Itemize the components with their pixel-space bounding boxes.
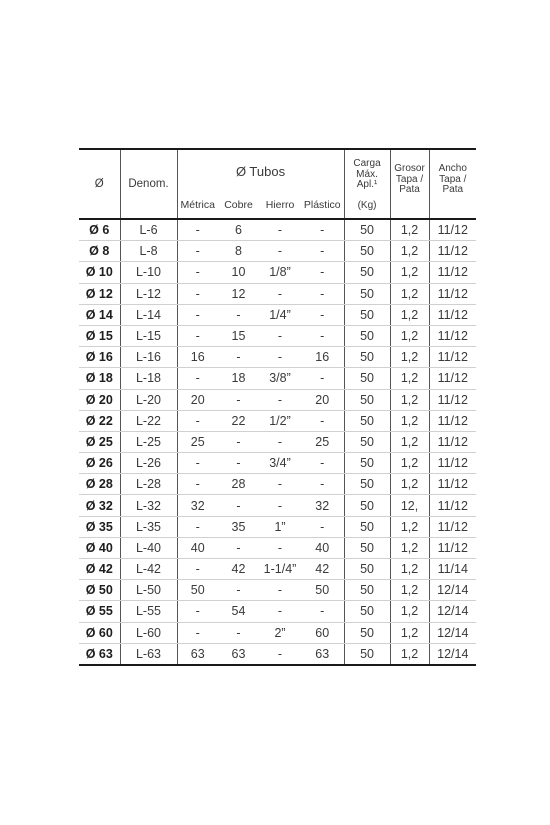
cell-plastico: 40 bbox=[301, 537, 344, 558]
cell-denom: L-10 bbox=[120, 262, 177, 283]
cell-metrica: 63 bbox=[177, 643, 218, 665]
cell-ancho: 11/12 bbox=[429, 283, 476, 304]
cell-ancho: 11/14 bbox=[429, 559, 476, 580]
cell-diameter: Ø 40 bbox=[79, 537, 120, 558]
table-row bbox=[79, 304, 476, 325]
cell-diameter: Ø 6 bbox=[79, 219, 120, 241]
cell-carga: 50 bbox=[344, 241, 390, 262]
cell-carga: 50 bbox=[344, 580, 390, 601]
cell-cobre: 8 bbox=[218, 241, 259, 262]
cell-grosor: 1,2 bbox=[390, 410, 429, 431]
cell-hierro: - bbox=[259, 431, 301, 452]
cell-hierro: - bbox=[259, 347, 301, 368]
cell-carga: 50 bbox=[344, 495, 390, 516]
cell-hierro: - bbox=[259, 325, 301, 346]
cell-ancho: 12/14 bbox=[429, 622, 476, 643]
cell-carga: 50 bbox=[344, 262, 390, 283]
cell-cobre: - bbox=[218, 622, 259, 643]
cell-cobre: - bbox=[218, 453, 259, 474]
cell-hierro: - bbox=[259, 643, 301, 665]
cell-carga: 50 bbox=[344, 643, 390, 665]
table-row bbox=[79, 537, 476, 558]
cell-hierro: 1-1/4” bbox=[259, 559, 301, 580]
cell-ancho: 12/14 bbox=[429, 601, 476, 622]
header-diameter: Ø bbox=[94, 177, 104, 190]
header-hierro: Hierro bbox=[265, 199, 295, 212]
header-tubos: Ø Tubos bbox=[177, 149, 344, 194]
cell-denom: L-50 bbox=[120, 580, 177, 601]
cell-grosor: 1,2 bbox=[390, 241, 429, 262]
header-carga: Carga Máx. Apl.¹ (Kg) bbox=[344, 149, 390, 219]
cell-carga: 50 bbox=[344, 368, 390, 389]
cell-carga: 50 bbox=[344, 389, 390, 410]
cell-hierro: - bbox=[259, 283, 301, 304]
cell-metrica: - bbox=[177, 516, 218, 537]
cell-carga: 50 bbox=[344, 474, 390, 495]
cell-diameter: Ø 50 bbox=[79, 580, 120, 601]
cell-metrica: - bbox=[177, 241, 218, 262]
cell-hierro: 1/8” bbox=[259, 262, 301, 283]
table-row bbox=[79, 283, 476, 304]
cell-carga: 50 bbox=[344, 325, 390, 346]
table-row bbox=[79, 241, 476, 262]
cell-metrica: 32 bbox=[177, 495, 218, 516]
cell-plastico: - bbox=[301, 453, 344, 474]
table-row bbox=[79, 219, 476, 241]
cell-cobre: - bbox=[218, 495, 259, 516]
cell-diameter: Ø 35 bbox=[79, 516, 120, 537]
cell-plastico: 16 bbox=[301, 347, 344, 368]
cell-metrica: - bbox=[177, 410, 218, 431]
cell-ancho: 11/12 bbox=[429, 495, 476, 516]
cell-cobre: - bbox=[218, 537, 259, 558]
cell-diameter: Ø 12 bbox=[79, 283, 120, 304]
table-body bbox=[79, 219, 476, 665]
cell-grosor: 1,2 bbox=[390, 601, 429, 622]
cell-cobre: 22 bbox=[218, 410, 259, 431]
cell-cobre: 35 bbox=[218, 516, 259, 537]
cell-ancho: 12/14 bbox=[429, 643, 476, 665]
cell-carga: 50 bbox=[344, 304, 390, 325]
cell-grosor: 1,2 bbox=[390, 431, 429, 452]
cell-ancho: 11/12 bbox=[429, 262, 476, 283]
cell-plastico: - bbox=[301, 304, 344, 325]
header-denom: Denom. bbox=[120, 149, 177, 219]
cell-grosor: 1,2 bbox=[390, 219, 429, 241]
cell-hierro: - bbox=[259, 495, 301, 516]
cell-plastico: - bbox=[301, 516, 344, 537]
cell-denom: L-60 bbox=[120, 622, 177, 643]
cell-cobre: 6 bbox=[218, 219, 259, 241]
cell-grosor: 12, bbox=[390, 495, 429, 516]
table-row bbox=[79, 368, 476, 389]
cell-cobre: - bbox=[218, 389, 259, 410]
cell-ancho: 11/12 bbox=[429, 410, 476, 431]
cell-diameter: Ø 14 bbox=[79, 304, 120, 325]
cell-diameter: Ø 60 bbox=[79, 622, 120, 643]
table-row bbox=[79, 389, 476, 410]
cell-grosor: 1,2 bbox=[390, 325, 429, 346]
header-grosor: Grosor Tapa / Pata bbox=[390, 149, 429, 219]
cell-cobre: - bbox=[218, 431, 259, 452]
cell-denom: L-35 bbox=[120, 516, 177, 537]
cell-carga: 50 bbox=[344, 347, 390, 368]
table-row bbox=[79, 580, 476, 601]
cell-plastico: - bbox=[301, 601, 344, 622]
table-row bbox=[79, 601, 476, 622]
cell-hierro: 1/4” bbox=[259, 304, 301, 325]
header-metrica: Métrica bbox=[177, 194, 218, 219]
cell-ancho: 11/12 bbox=[429, 304, 476, 325]
cell-carga: 50 bbox=[344, 219, 390, 241]
cell-cobre: 12 bbox=[218, 283, 259, 304]
cell-grosor: 1,2 bbox=[390, 368, 429, 389]
cell-plastico: - bbox=[301, 410, 344, 431]
header-cobre: Cobre bbox=[224, 199, 253, 212]
cell-diameter: Ø 28 bbox=[79, 474, 120, 495]
table-header bbox=[79, 149, 476, 219]
cell-denom: L-42 bbox=[120, 559, 177, 580]
cell-plastico: 63 bbox=[301, 643, 344, 665]
cell-ancho: 11/12 bbox=[429, 219, 476, 241]
cell-metrica: - bbox=[177, 325, 218, 346]
cell-metrica: - bbox=[177, 601, 218, 622]
cell-cobre: - bbox=[218, 580, 259, 601]
cell-hierro: - bbox=[259, 580, 301, 601]
cell-metrica: - bbox=[177, 219, 218, 241]
cell-diameter: Ø 18 bbox=[79, 368, 120, 389]
cell-ancho: 11/12 bbox=[429, 389, 476, 410]
cell-diameter: Ø 55 bbox=[79, 601, 120, 622]
cell-ancho: 11/12 bbox=[429, 325, 476, 346]
cell-ancho: 11/12 bbox=[429, 241, 476, 262]
cell-denom: L-16 bbox=[120, 347, 177, 368]
cell-plastico: 32 bbox=[301, 495, 344, 516]
cell-denom: L-25 bbox=[120, 431, 177, 452]
table-row bbox=[79, 453, 476, 474]
cell-hierro: - bbox=[259, 241, 301, 262]
table-row bbox=[79, 262, 476, 283]
cell-diameter: Ø 63 bbox=[79, 643, 120, 665]
cell-carga: 50 bbox=[344, 601, 390, 622]
cell-diameter: Ø 32 bbox=[79, 495, 120, 516]
cell-cobre: 18 bbox=[218, 368, 259, 389]
cell-denom: L-15 bbox=[120, 325, 177, 346]
cell-ancho: 11/12 bbox=[429, 453, 476, 474]
cell-carga: 50 bbox=[344, 622, 390, 643]
cell-plastico: 25 bbox=[301, 431, 344, 452]
cell-ancho: 11/12 bbox=[429, 474, 476, 495]
cell-hierro: - bbox=[259, 537, 301, 558]
cell-diameter: Ø 25 bbox=[79, 431, 120, 452]
cell-plastico: 50 bbox=[301, 580, 344, 601]
cell-ancho: 11/12 bbox=[429, 347, 476, 368]
cell-denom: L-6 bbox=[120, 219, 177, 241]
cell-ancho: 11/12 bbox=[429, 537, 476, 558]
cell-cobre: 15 bbox=[218, 325, 259, 346]
cell-metrica: 20 bbox=[177, 389, 218, 410]
cell-grosor: 1,2 bbox=[390, 453, 429, 474]
table-row bbox=[79, 474, 476, 495]
cell-cobre: 63 bbox=[218, 643, 259, 665]
table-row bbox=[79, 622, 476, 643]
cell-denom: L-63 bbox=[120, 643, 177, 665]
cell-grosor: 1,2 bbox=[390, 537, 429, 558]
cell-hierro: 3/4” bbox=[259, 453, 301, 474]
cell-ancho: 11/12 bbox=[429, 368, 476, 389]
cell-cobre: 28 bbox=[218, 474, 259, 495]
cell-hierro: - bbox=[259, 389, 301, 410]
cell-hierro: - bbox=[259, 601, 301, 622]
cell-hierro: 3/8” bbox=[259, 368, 301, 389]
cell-denom: L-18 bbox=[120, 368, 177, 389]
cell-ancho: 11/12 bbox=[429, 516, 476, 537]
cell-cobre: 42 bbox=[218, 559, 259, 580]
cell-carga: 50 bbox=[344, 410, 390, 431]
cell-metrica: - bbox=[177, 453, 218, 474]
table-row bbox=[79, 559, 476, 580]
table-row bbox=[79, 495, 476, 516]
cell-grosor: 1,2 bbox=[390, 643, 429, 665]
cell-metrica: - bbox=[177, 622, 218, 643]
table-row bbox=[79, 347, 476, 368]
header-ancho: Ancho Tapa / Pata bbox=[429, 149, 476, 219]
cell-metrica: - bbox=[177, 474, 218, 495]
table-row bbox=[79, 431, 476, 452]
cell-diameter: Ø 15 bbox=[79, 325, 120, 346]
cell-plastico: 60 bbox=[301, 622, 344, 643]
cell-metrica: - bbox=[177, 559, 218, 580]
cell-carga: 50 bbox=[344, 516, 390, 537]
spec-table bbox=[79, 148, 476, 666]
cell-denom: L-14 bbox=[120, 304, 177, 325]
spec-table-container bbox=[79, 148, 476, 666]
cell-metrica: 16 bbox=[177, 347, 218, 368]
cell-metrica: - bbox=[177, 304, 218, 325]
cell-metrica: - bbox=[177, 262, 218, 283]
cell-grosor: 1,2 bbox=[390, 580, 429, 601]
table-row bbox=[79, 516, 476, 537]
cell-denom: L-8 bbox=[120, 241, 177, 262]
table-row bbox=[79, 325, 476, 346]
cell-denom: L-20 bbox=[120, 389, 177, 410]
cell-cobre: - bbox=[218, 347, 259, 368]
cell-metrica: - bbox=[177, 368, 218, 389]
cell-grosor: 1,2 bbox=[390, 283, 429, 304]
cell-denom: L-26 bbox=[120, 453, 177, 474]
cell-hierro: - bbox=[259, 219, 301, 241]
cell-plastico: - bbox=[301, 474, 344, 495]
cell-cobre: - bbox=[218, 304, 259, 325]
cell-denom: L-32 bbox=[120, 495, 177, 516]
cell-denom: L-28 bbox=[120, 474, 177, 495]
cell-carga: 50 bbox=[344, 537, 390, 558]
cell-plastico: 42 bbox=[301, 559, 344, 580]
cell-metrica: - bbox=[177, 283, 218, 304]
cell-denom: L-22 bbox=[120, 410, 177, 431]
cell-plastico: - bbox=[301, 219, 344, 241]
cell-plastico: - bbox=[301, 325, 344, 346]
table-row bbox=[79, 410, 476, 431]
cell-hierro: - bbox=[259, 474, 301, 495]
cell-hierro: 2” bbox=[259, 622, 301, 643]
cell-plastico: - bbox=[301, 368, 344, 389]
cell-plastico: - bbox=[301, 262, 344, 283]
cell-grosor: 1,2 bbox=[390, 347, 429, 368]
cell-plastico: 20 bbox=[301, 389, 344, 410]
cell-metrica: 40 bbox=[177, 537, 218, 558]
cell-ancho: 11/12 bbox=[429, 431, 476, 452]
header-plastico: Plástico bbox=[303, 199, 341, 212]
table-row bbox=[79, 643, 476, 665]
cell-hierro: 1” bbox=[259, 516, 301, 537]
cell-denom: L-12 bbox=[120, 283, 177, 304]
cell-carga: 50 bbox=[344, 431, 390, 452]
cell-grosor: 1,2 bbox=[390, 559, 429, 580]
cell-diameter: Ø 26 bbox=[79, 453, 120, 474]
cell-grosor: 1,2 bbox=[390, 304, 429, 325]
cell-plastico: - bbox=[301, 241, 344, 262]
cell-grosor: 1,2 bbox=[390, 389, 429, 410]
cell-cobre: 54 bbox=[218, 601, 259, 622]
cell-grosor: 1,2 bbox=[390, 474, 429, 495]
cell-diameter: Ø 10 bbox=[79, 262, 120, 283]
cell-grosor: 1,2 bbox=[390, 516, 429, 537]
cell-grosor: 1,2 bbox=[390, 622, 429, 643]
cell-diameter: Ø 16 bbox=[79, 347, 120, 368]
cell-carga: 50 bbox=[344, 453, 390, 474]
cell-diameter: Ø 42 bbox=[79, 559, 120, 580]
cell-ancho: 12/14 bbox=[429, 580, 476, 601]
cell-diameter: Ø 8 bbox=[79, 241, 120, 262]
cell-grosor: 1,2 bbox=[390, 262, 429, 283]
cell-denom: L-55 bbox=[120, 601, 177, 622]
cell-metrica: 25 bbox=[177, 431, 218, 452]
cell-carga: 50 bbox=[344, 559, 390, 580]
cell-cobre: 10 bbox=[218, 262, 259, 283]
cell-carga: 50 bbox=[344, 283, 390, 304]
cell-diameter: Ø 22 bbox=[79, 410, 120, 431]
cell-diameter: Ø 20 bbox=[79, 389, 120, 410]
cell-denom: L-40 bbox=[120, 537, 177, 558]
cell-hierro: 1/2” bbox=[259, 410, 301, 431]
cell-metrica: 50 bbox=[177, 580, 218, 601]
cell-plastico: - bbox=[301, 283, 344, 304]
